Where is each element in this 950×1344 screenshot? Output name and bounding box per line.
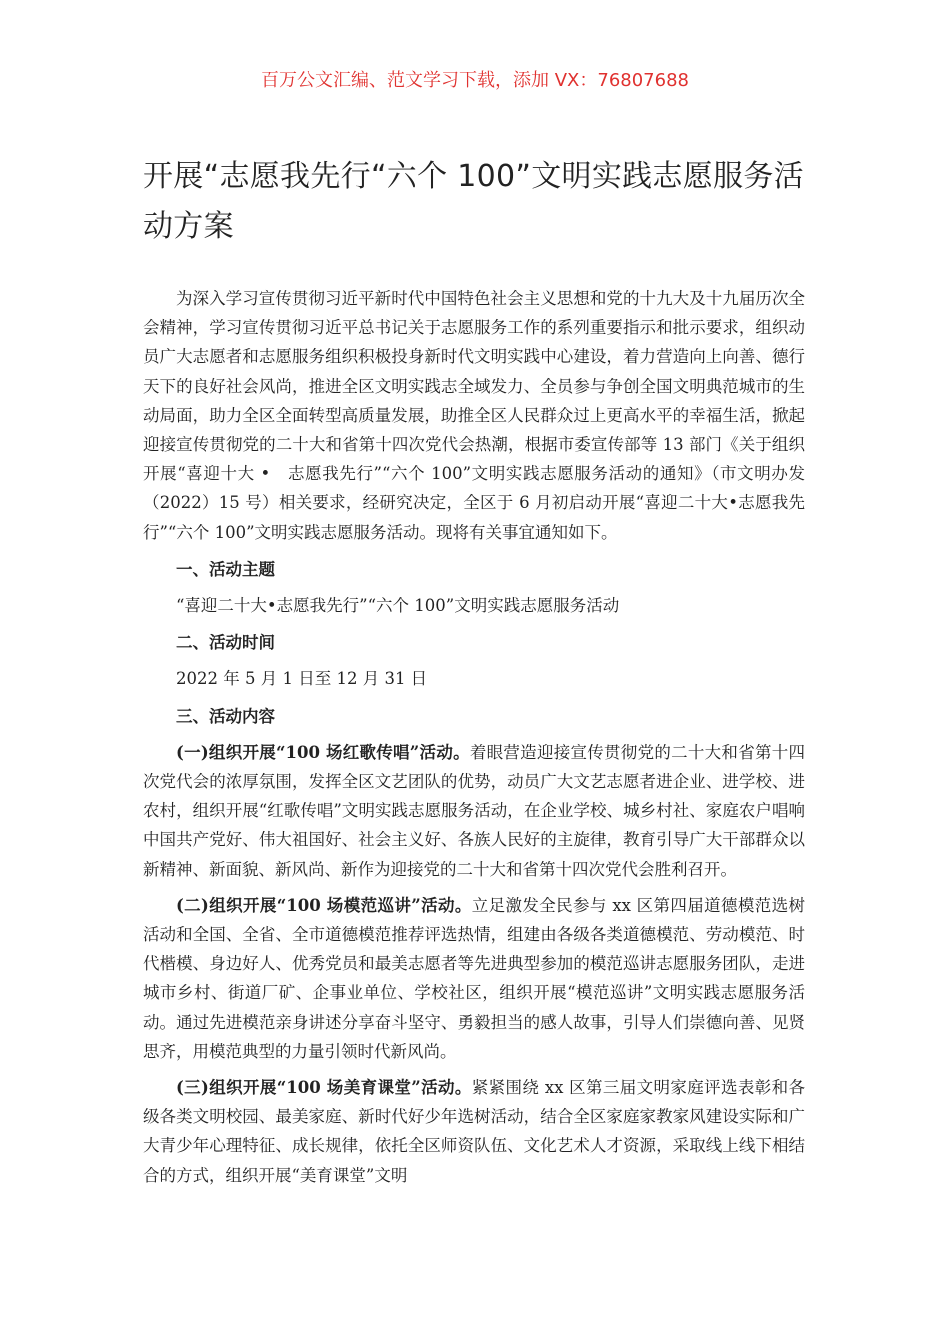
content-item-text: 着眼营造迎接宣传贯彻党的二十大和省第十四次党代会的浓厚氛围，发挥全区文艺团队的优势，动员广大文艺志愿者进企业、进学校、进农村，组织开展“红歌传唱”文明实践志愿服务活动，在企业学校、城乡村社、家庭农户唱响中国共产党好、伟大祖国好、社会主义好、各族人民好的主旋律，教育引导广大干部群众以新精神、新面貌、新风尚、新作为迎接党的二十大和省第十四次党代会胜利召开。 <box>143 742 805 879</box>
content-item-text: 紧紧围绕 xx 区第三届文明家庭评选表彰和各级各类文明校园、最美家庭、新时代好少年选树活动，结合全区家庭家教家风建设实际和广大青少年心理特征、成长规律，依托全区师资队伍、文化艺术人才资源，采取线上线下相结合的方式，组织开展“美育课堂”文明 <box>143 1078 805 1185</box>
page-title: 开展“志愿我先行“六个 100”文明实践志愿服务活动方案 <box>143 159 804 244</box>
content-item-2 <box>143 891 805 1066</box>
content-item-lead: (二)组织开展“100 场模范巡讲”活动。 <box>176 895 472 915</box>
time-text: 2022 年 5 月 1 日至 12 月 31 日 <box>176 669 428 689</box>
section-heading-content: 三、活动内容 <box>176 706 275 726</box>
document-body <box>143 284 805 1190</box>
section-heading-time: 二、活动时间 <box>176 633 275 653</box>
intro-paragraph: 为深入学习宣传贯彻习近平新时代中国特色社会主义思想和党的十九大及十九届历次全会精神，学习宣传贯彻习近平总书记关于志愿服务工作的系列重要指示和批示要求，组织动员广大志愿者和志愿服务组织积极投身新时代文明实践中心建设，着力营造向上向善、德行天下的良好社会风尚，推进全区文明实践志全域发力、全员参与争创全国文明典范城市的生动局面，助力全区全面转型高质量发展，助推全区人民群众过上更高水平的幸福生活，掀起迎接宣传贯彻党的二十大和省第十四次党代会热潮，根据市委宣传部等 13 部门《关于组织开展“喜迎十大 • 志愿我先行”“六个 100”文明实践志愿服务活动的通知》（市文明办发（2022）15 号）相关要求，经研究决定，全区于 6 月初启动开展“喜迎二十大•志愿我先行”“六个 100”文明实践志愿服务活动。现将有关事宜通知如下。 <box>143 289 805 542</box>
theme-text: “喜迎二十大•志愿我先行”“六个 100”文明实践志愿服务活动 <box>176 596 620 616</box>
content-item-3 <box>143 1073 805 1190</box>
section-heading-theme: 一、活动主题 <box>176 559 275 579</box>
watermark-banner: 百万公文汇编、范文学习下载，添加 VX：76807688 <box>261 70 689 91</box>
content-item-lead: (三)组织开展“100 场美育课堂”活动。 <box>176 1078 472 1098</box>
content-item-lead: (一)组织开展“100 场红歌传唱”活动。 <box>176 742 470 762</box>
content-item-1 <box>143 738 805 884</box>
content-item-text: 立足激发全民参与 xx 区第四届道德模范选树活动和全国、全省、全市道德模范推荐评选热情，组建由各级各类道德模范、劳动模范、时代楷模、身边好人、优秀党员和最美志愿者等先进典型参加的模范巡讲志愿服务团队，走进城市乡村、街道厂矿、企事业单位、学校社区，组织开展“模范巡讲”文明实践志愿服务活动。通过先进模范亲身讲述分享奋斗坚守、勇毅担当的感人故事，引导人们崇德向善、见贤思齐，用模范典型的力量引领时代新风尚。 <box>143 895 805 1061</box>
